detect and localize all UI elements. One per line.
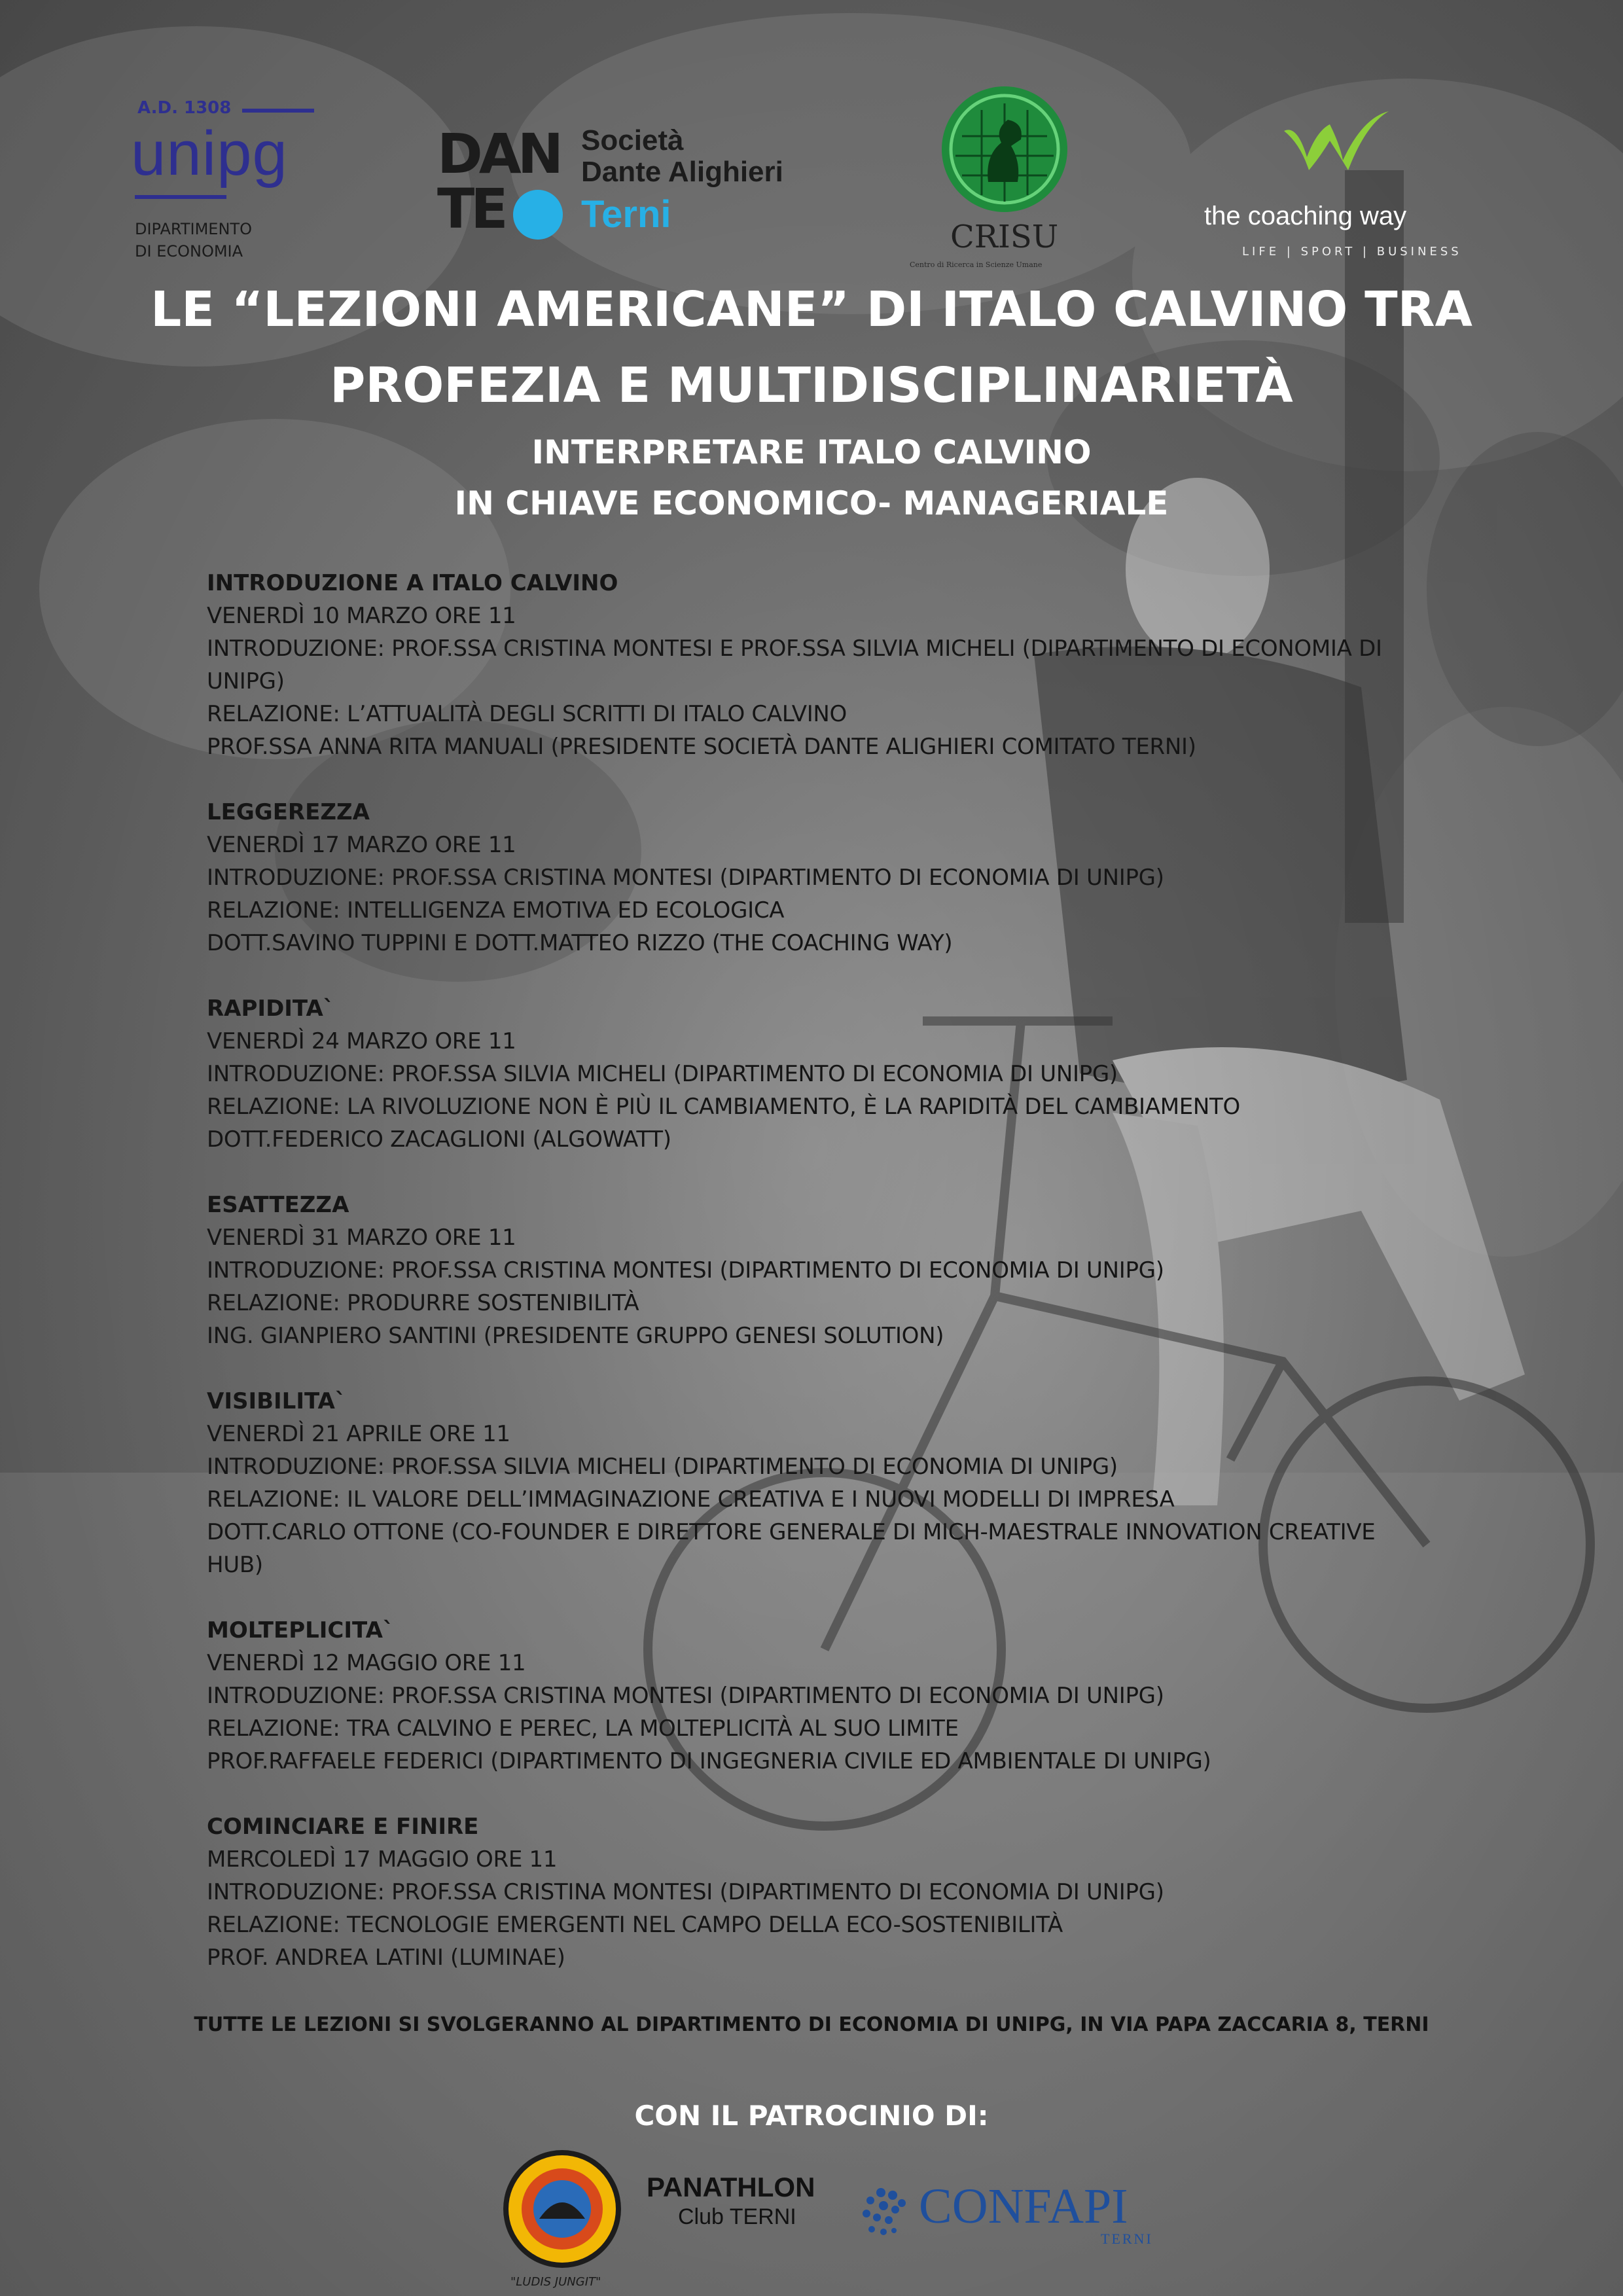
main-title-line2: PROFEZIA E MULTIDISCIPLINARIETÀ (330, 357, 1293, 414)
session-relazione: RELAZIONE: TRA CALVINO E PEREC, LA MOLTEPLICITÀ AL SUO LIMITE (207, 1715, 959, 1742)
session-date: VENERDÌ 10 MARZO ORE 11 (207, 603, 516, 629)
session-speaker: PROF.RAFFAELE FEDERICI (DIPARTIMENTO DI INGEGNERIA CIVILE ED AMBIENTALE DI UNIPG) (207, 1748, 1211, 1774)
session-speaker: DOTT.CARLO OTTONE (CO-FOUNDER E DIRETTORE GENERALE DI MICH-MAESTRALE INNOVATION CREATIVE HUB) (207, 1519, 1376, 1578)
session-date: VENERDÌ 21 APRILE ORE 11 (207, 1421, 510, 1447)
session-speaker: PROF. ANDREA LATINI (LUMINAE) (207, 1945, 565, 1971)
program-list (207, 567, 1450, 2007)
session-speaker: PROF.SSA ANNA RITA MANUALI (PRESIDENTE SOCIETÀ DANTE ALIGHIERI COMITATO TERNI) (207, 734, 1196, 760)
session-introduction: INTRODUZIONE: PROF.SSA CRISTINA MONTESI (DIPARTIMENTO DI ECONOMIA DI UNIPG) (207, 1879, 1164, 1905)
patronage-heading: CON IL PATROCINIO DI: (634, 2100, 989, 2132)
session (207, 796, 1450, 960)
session-introduction: INTRODUZIONE: PROF.SSA CRISTINA MONTESI (DIPARTIMENTO DI ECONOMIA DI UNIPG) (207, 865, 1164, 891)
coaching-way-w-icon (1277, 105, 1395, 177)
confapi-dots-icon (855, 2179, 920, 2245)
confapi-city: TERNI (1101, 2231, 1153, 2247)
session-relazione: RELAZIONE: PRODURRE SOSTENIBILITÀ (207, 1290, 639, 1316)
session-date: VENERDÌ 24 MARZO ORE 11 (207, 1028, 516, 1054)
unipg-logo (131, 98, 327, 268)
session-date: MERCOLEDÌ 17 MAGGIO ORE 11 (207, 1846, 558, 1873)
session-date: VENERDÌ 17 MARZO ORE 11 (207, 832, 516, 858)
crisu-logo (910, 84, 1099, 274)
session-title: MOLTEPLICITA` (207, 1617, 394, 1643)
main-title-line1: LE “LEZIONI AMERICANE” DI ITALO CALVINO TRA (151, 281, 1472, 338)
crisu-name: CRISU (950, 219, 1059, 255)
session-date: VENERDÌ 12 MAGGIO ORE 11 (207, 1650, 526, 1676)
session-relazione: RELAZIONE: LA RIVOLUZIONE NON È PIÙ IL CAMBIAMENTO, È LA RAPIDITÀ DEL CAMBIAMENTO (207, 1094, 1240, 1120)
session-speaker: ING. GIANPIERO SANTINI (PRESIDENTE GRUPPO GENESI SOLUTION) (207, 1323, 944, 1349)
session-title: LEGGEREZZA (207, 799, 370, 825)
dante-city: Terni (581, 193, 671, 236)
coaching-way-name: the coaching way (1204, 202, 1407, 230)
unipg-department-line2: DI ECONOMIA (135, 242, 243, 260)
dante-name-line1: Società (581, 124, 684, 156)
session (207, 1189, 1450, 1352)
session-relazione: RELAZIONE: L’ATTUALITÀ DEGLI SCRITTI DI ITALO CALVINO (207, 701, 847, 727)
session-title: VISIBILITA` (207, 1388, 346, 1414)
dante-alighieri-logo (437, 124, 804, 242)
unipg-wordmark: unipg (131, 118, 288, 188)
session-speaker: DOTT.SAVINO TUPPINI E DOTT.MATTEO RIZZO (THE COACHING WAY) (207, 930, 953, 956)
session-relazione: RELAZIONE: IL VALORE DELL’IMMAGINAZIONE CREATIVA E I NUOVI MODELLI DI IMPRESA (207, 1486, 1175, 1513)
session-introduction: INTRODUZIONE: PROF.SSA CRISTINA MONTESI E PROF.SSA SILVIA MICHELI (DIPARTIMENTO DI ECONOMIA DI UNIPG) (207, 636, 1382, 694)
venue-note: TUTTE LE LEZIONI SI SVOLGERANNO AL DIPARTIMENTO DI ECONOMIA DI UNIPG, IN VIA PAPA ZACCARIA 8, TERNI (194, 2013, 1429, 2036)
session-title: COMINCIARE E FINIRE (207, 1814, 479, 1840)
coaching-way-logo (1204, 105, 1466, 262)
unipg-year: A.D. 1308 (137, 98, 232, 118)
subtitle-line1: INTERPRETARE ITALO CALVINO (531, 433, 1092, 471)
crisu-tagline: Centro di Ricerca in Scienze Umane (910, 260, 1043, 269)
confapi-name: CONFAPI (919, 2179, 1128, 2234)
session-title: RAPIDITA` (207, 996, 334, 1022)
coaching-way-tagline: LIFE | SPORT | BUSINESS (1242, 245, 1462, 259)
subtitle-line2: IN CHIAVE ECONOMICO- MANAGERIALE (454, 484, 1169, 522)
unipg-top-bar (242, 109, 314, 113)
session-introduction: INTRODUZIONE: PROF.SSA SILVIA MICHELI (DIPARTIMENTO DI ECONOMIA DI UNIPG) (207, 1454, 1118, 1480)
panathlon-name: PANATHLON (647, 2172, 815, 2202)
session-relazione: RELAZIONE: INTELLIGENZA EMOTIVA ED ECOLOGICA (207, 897, 785, 924)
panathlon-motto: "LUDIS JUNGIT" (510, 2275, 601, 2289)
session-date: VENERDÌ 31 MARZO ORE 11 (207, 1225, 516, 1251)
dante-name-line2: Dante Alighieri (581, 156, 783, 188)
session (207, 1385, 1450, 1581)
session (207, 567, 1450, 763)
session-title: ESATTEZZA (207, 1192, 349, 1218)
session-title: INTRODUZIONE A ITALO CALVINO (207, 570, 618, 596)
panathlon-badge-icon (500, 2147, 624, 2271)
crisu-emblem-icon (910, 84, 1099, 234)
session (207, 992, 1450, 1156)
session (207, 1810, 1450, 1974)
confapi-logo (855, 2173, 1195, 2251)
session-relazione: RELAZIONE: TECNOLOGIE EMERGENTI NEL CAMPO DELLA ECO-SOSTENIBILITÀ (207, 1912, 1063, 1938)
dante-cyan-circle (513, 190, 563, 240)
session-introduction: INTRODUZIONE: PROF.SSA CRISTINA MONTESI (DIPARTIMENTO DI ECONOMIA DI UNIPG) (207, 1257, 1164, 1283)
dante-mark-bottom: TE (437, 177, 505, 241)
session-speaker: DOTT.FEDERICO ZACAGLIONI (ALGOWATT) (207, 1126, 671, 1153)
session-introduction: INTRODUZIONE: PROF.SSA CRISTINA MONTESI (DIPARTIMENTO DI ECONOMIA DI UNIPG) (207, 1683, 1164, 1709)
unipg-bottom-bar (135, 195, 226, 199)
session (207, 1614, 1450, 1778)
panathlon-club: Club TERNI (678, 2204, 796, 2229)
panathlon-emblem (497, 2147, 628, 2291)
unipg-department-line1: DIPARTIMENTO (135, 220, 252, 238)
dante-mark-top: DAN (437, 122, 560, 186)
session-introduction: INTRODUZIONE: PROF.SSA SILVIA MICHELI (DIPARTIMENTO DI ECONOMIA DI UNIPG) (207, 1061, 1118, 1087)
